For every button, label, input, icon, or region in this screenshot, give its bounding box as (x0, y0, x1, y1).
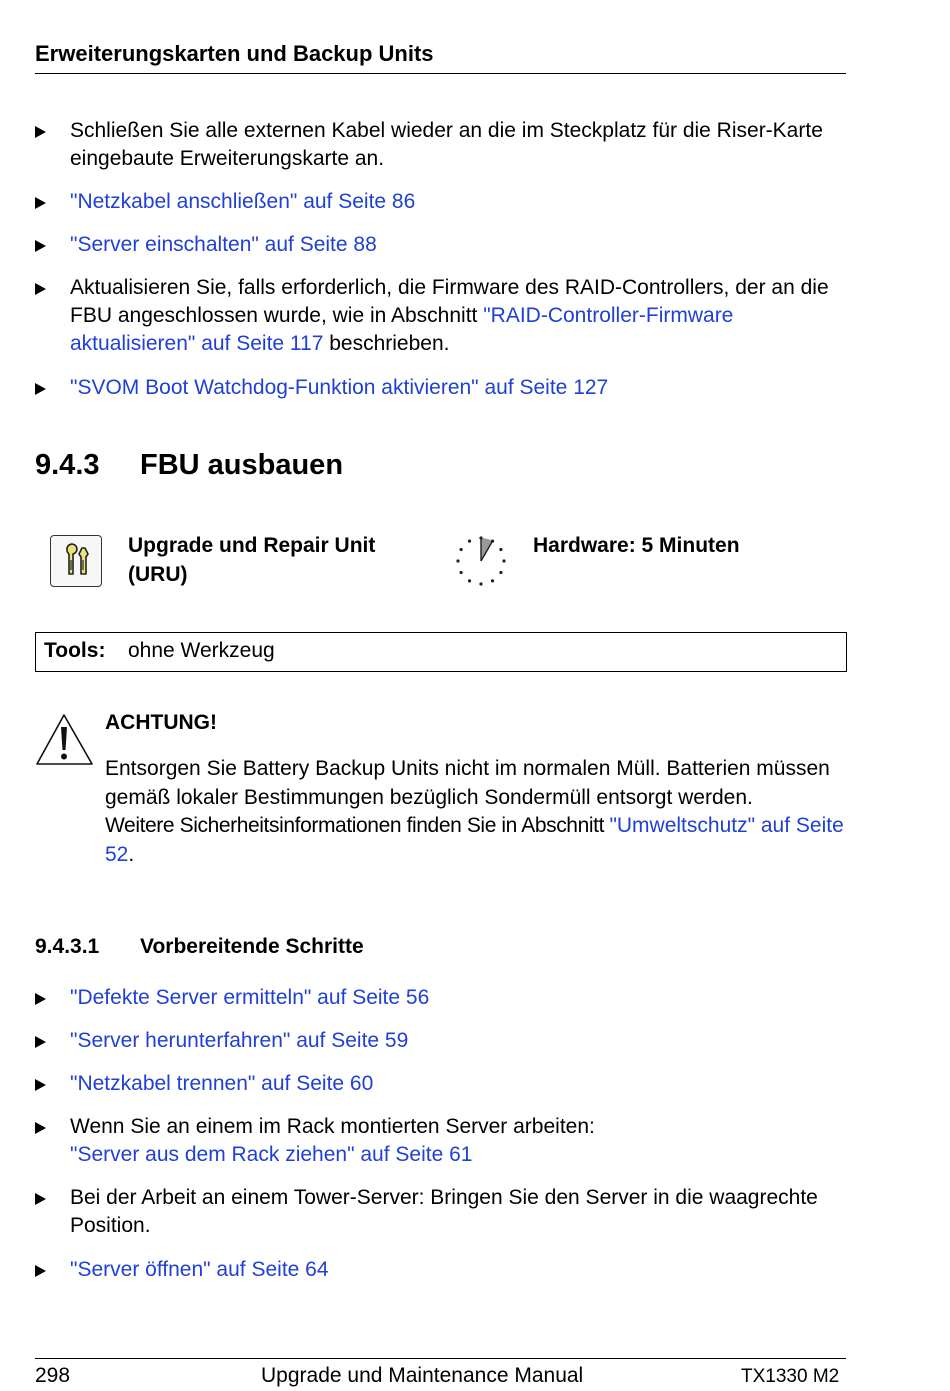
caution-more (105, 812, 847, 869)
step-link[interactable]: "Netzkabel anschließen" auf Seite 86 (70, 190, 416, 213)
list-item (35, 231, 846, 259)
clock-icon (455, 535, 507, 587)
page-number: 298 (35, 1364, 71, 1387)
unit-label (128, 531, 428, 589)
list-item (35, 274, 846, 358)
step-link[interactable]: "Server öffnen" auf Seite 64 (70, 1258, 329, 1281)
running-header: Erweiterungskarten und Backup Units (35, 41, 434, 66)
tools-value: ohne Werkzeug (128, 639, 275, 662)
caution-text (105, 755, 847, 869)
list-item (35, 1256, 846, 1284)
list-item (35, 1070, 846, 1098)
list-item (35, 1027, 846, 1055)
step-link[interactable]: "Server aus dem Rack ziehen" auf Seite 61 (70, 1143, 473, 1166)
tools-box (35, 632, 847, 672)
list-item (35, 1113, 846, 1169)
bullet-arrow-icon (35, 1122, 46, 1134)
header-divider (35, 73, 846, 74)
section-number: 9.4.3 (35, 449, 100, 481)
bullet-arrow-icon (35, 1265, 46, 1277)
model-name: TX1330 M2 (741, 1366, 840, 1387)
subsection-title: Vorbereitende Schritte (140, 935, 364, 958)
step-text (70, 274, 846, 358)
caution-more-lead: Weitere Sicherheitsinformationen finden Sie in Abschnitt (105, 814, 610, 837)
caution-link[interactable]: "Umweltschutz" auf Seite 52 (105, 814, 844, 866)
bullet-arrow-icon (35, 1079, 46, 1091)
bullet-arrow-icon (35, 197, 46, 209)
step-text-lead: Wenn Sie an einem im Rack montierten Server arbeiten: (70, 1115, 595, 1138)
step-link[interactable]: "Server einschalten" auf Seite 88 (70, 233, 377, 256)
list-item (35, 188, 846, 216)
list-item (35, 374, 846, 402)
bullet-arrow-icon (35, 283, 46, 295)
step-link[interactable]: "Netzkabel trennen" auf Seite 60 (70, 1072, 374, 1095)
step-link[interactable]: "Server herunterfahren" auf Seite 59 (70, 1029, 409, 1052)
bullet-arrow-icon (35, 126, 46, 138)
caution-more-tail: . (128, 842, 135, 866)
list-item (35, 117, 846, 173)
caution-title: ACHTUNG! (105, 711, 217, 734)
manual-title: Upgrade und Maintenance Manual (261, 1364, 584, 1387)
step-text (70, 1113, 846, 1169)
tools-label: Tools: (44, 639, 106, 662)
bullet-arrow-icon (35, 1036, 46, 1048)
subsection-number: 9.4.3.1 (35, 935, 100, 958)
section-title: FBU ausbauen (140, 449, 344, 481)
footer-divider (35, 1358, 846, 1359)
wrench-icon (50, 535, 102, 587)
step-text-tail: beschrieben. (323, 332, 450, 355)
bullet-arrow-icon (35, 383, 46, 395)
step-link[interactable]: "RAID-Controller-Firmware aktualisieren" auf Seite 117 (70, 304, 734, 355)
list-item (35, 1184, 846, 1240)
bullet-arrow-icon (35, 993, 46, 1005)
bullet-arrow-icon (35, 240, 46, 252)
step-link[interactable]: "SVOM Boot Watchdog-Funktion aktivieren" auf Seite 127 (70, 376, 609, 399)
unit-label-line1: Upgrade und Repair Unit (128, 534, 376, 557)
caution-body: Entsorgen Sie Battery Backup Units nicht im normalen Müll. Batterien müssen gemäß lokaler Bestimmungen bezüglich Sondermüll entsorgt werden. (105, 757, 830, 809)
step-text: Bei der Arbeit an einem Tower-Server: Bringen Sie den Server in die waagrechte Position. (70, 1186, 818, 1237)
time-label: Hardware: 5 Minuten (533, 534, 740, 557)
step-link[interactable]: "Defekte Server ermitteln" auf Seite 56 (70, 986, 430, 1009)
step-text: Schließen Sie alle externen Kabel wieder an die im Steckplatz für die Riser-Karte eingebaute Erweiterungskarte an. (70, 119, 823, 170)
warning-triangle-icon (35, 712, 95, 768)
list-item (35, 984, 846, 1012)
unit-label-line2: (URU) (128, 563, 188, 586)
bullet-arrow-icon (35, 1193, 46, 1205)
step-text-lead: Aktualisieren Sie, falls erforderlich, die Firmware des RAID-Controllers, der an die FBU angeschlossen wurde, wie in Abschnitt (70, 276, 829, 327)
